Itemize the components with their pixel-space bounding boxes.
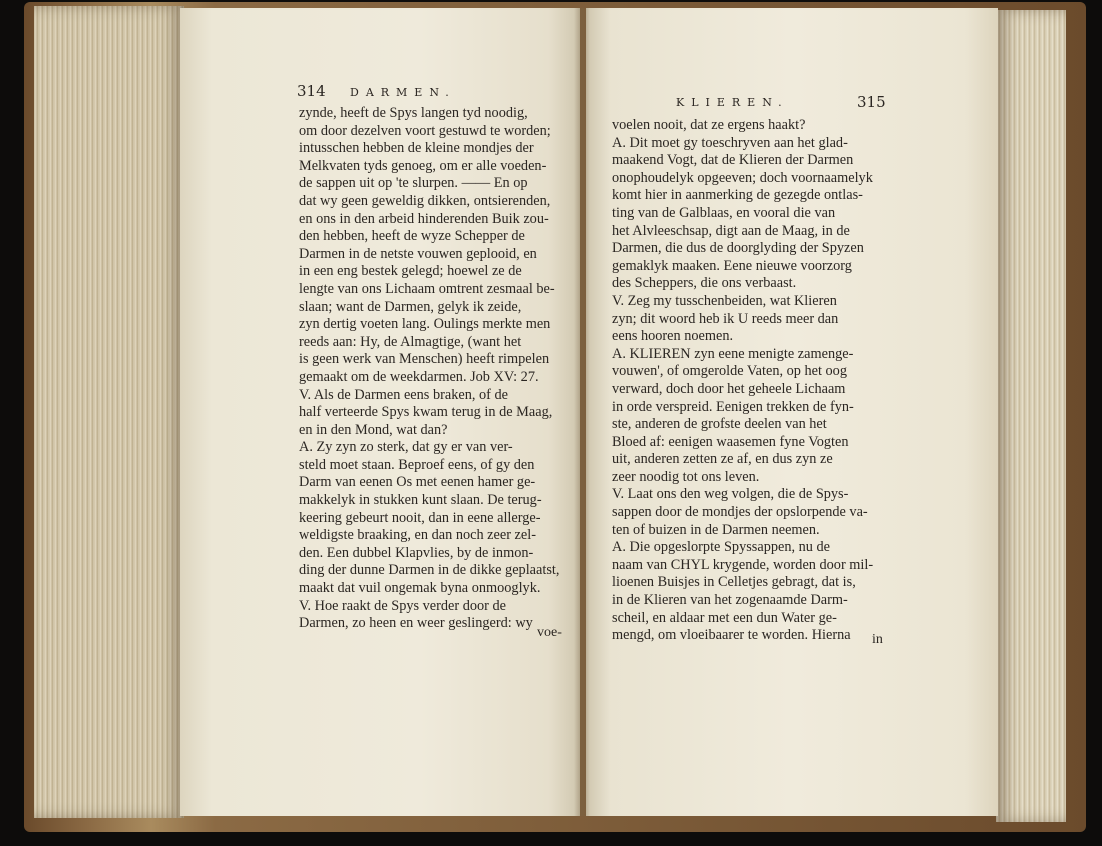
text-line: ste, anderen de grofste deelen van het [612,416,827,433]
text-line: zyn dertig voeten lang. Oulings merkte men [299,316,551,333]
right-page-edges [996,10,1066,822]
text-line: V. Als de Darmen eens braken, of de [299,386,508,403]
book-gutter [574,8,590,816]
left-catchword: voe- [537,625,562,640]
right-catchword: in [872,632,883,647]
text-line: ding der dunne Darmen in de dikke geplaatst, [299,562,560,579]
text-line: zynde, heeft de Spys langen tyd noodig, [299,105,528,121]
text-line: den. Een dubbel Klapvlies, by de inmon- [299,544,534,561]
text-line: onophoudelyk opgeeven; doch voornaamelyk [612,169,873,186]
text-line: Bloed af: eenigen waasemen fyne Vogten [612,433,849,450]
text-line: lengte van ons Lichaam omtrent zesmaal be- [299,280,555,297]
text-line: reeds aan: Hy, de Almagtige, (want het [299,333,522,350]
left-running-head: DARMEN. [350,86,456,99]
text-line: gemaklyk maaken. Eene nieuwe voorzorg [612,257,852,274]
left-page-text [299,105,559,633]
text-line: maakt dat vuil ongemak byna onmooglyk. [299,580,541,597]
left-page-number: 314 [297,82,326,100]
text-line: des Scheppers, die ons verbaast. [612,275,797,292]
text-line: sappen door de mondjes der opslorpende va- [612,504,868,521]
text-line: lioenen Buisjes in Celletjes gebragt, dat is, [612,574,856,591]
text-line: in de Klieren van het zogenaamde Darm- [612,592,848,609]
text-line: keering gebeurt nooit, dan in eene allerge- [299,509,541,526]
text-line: half verteerde Spys kwam terug in de Maag, [299,404,553,421]
text-line: de sappen uit op 'te slurpen. —— En op [299,175,528,192]
text-line: zeer noodig tot ons leven. [612,468,760,485]
text-line: weldigste braaking, en dan noch zeer zel- [299,527,536,544]
text-line: is geen werk van Menschen) heeft rimpelen [299,351,550,368]
text-line: intusschen hebben de kleine mondjes der [299,140,534,157]
right-running-head: KLIEREN. [676,96,789,109]
text-line: scheil, en aldaar met een dun Water ge- [612,609,837,626]
text-line: den hebben, heeft de wyze Schepper de [299,228,525,245]
text-line: uit, anderen zetten ze af, en dus zyn ze [612,451,833,468]
text-line: voelen nooit, dat ze ergens haakt? [612,117,806,133]
text-line: ting van de Galblaas, en vooral die van [612,204,836,221]
text-line: komt hier in aanmerking de gezegde ontlas- [612,187,863,204]
text-line: mengd, om vloeibaarer te worden. Hierna [612,627,851,644]
text-line: V. Laat ons den weg volgen, die de Spys- [612,486,849,503]
text-line: A. KLIEREN zyn eene menigte zamenge- [612,345,854,362]
text-line: V. Zeg my tusschenbeiden, wat Klieren [612,292,837,309]
right-page-text [612,117,873,645]
text-line: Melkvaten tyds genoeg, om er alle voeden- [299,157,547,174]
text-line: naam van CHYL krygende, worden door mil- [612,556,874,573]
text-line: Darmen in de netste vouwen geplooid, en [299,245,537,262]
text-line: en ons in den arbeid hinderenden Buik zou- [299,210,549,227]
text-line: Darmen, zo heen en weer geslingerd: wy [299,615,533,632]
text-line: A. Die opgeslorpte Spyssappen, nu de [612,539,830,556]
text-line: slaan; want de Darmen, gelyk ik zeide, [299,298,522,315]
text-line: maakend Vogt, dat de Klieren der Darmen [612,152,854,169]
text-line: in orde verspreid. Eenigen trekken de fyn- [612,398,854,415]
text-line: om door dezelven voort gestuwd te worden; [299,122,551,139]
text-line: zyn; dit woord heb ik U reeds meer dan [612,310,839,327]
text-line: A. Zy zyn zo sterk, dat gy er van ver- [299,439,513,456]
text-line: V. Hoe raakt de Spys verder door de [299,597,506,614]
text-line: gemaakt om de weekdarmen. Job XV: 27. [299,368,539,385]
text-line: eens hooren noemen. [612,328,734,345]
right-page-number: 315 [857,93,886,111]
text-line: Darm van eenen Os met eenen hamer ge- [299,474,536,491]
text-line: vouwen', of omgerolde Vaten, op het oog [612,363,847,380]
text-line: Darmen, die dus de doorglyding der Spyzen [612,240,864,257]
text-line: A. Dit moet gy toeschryven aan het glad- [612,134,848,151]
text-line: ten of buizen in de Darmen neemen. [612,521,820,538]
text-line: dat wy geen geweldig dikken, ontsierenden, [299,192,551,209]
text-line: makkelyk in stukken kunt slaan. De terug- [299,492,542,509]
text-line: verward, doch door het geheele Lichaam [612,380,846,397]
text-line: in een eng bestek gelegd; hoewel ze de [299,263,522,280]
left-page-edges [34,6,184,818]
text-line: en in den Mond, wat dan? [299,421,448,438]
text-line: het Alvleeschsap, digt aan de Maag, in de [612,222,850,239]
text-line: steld moet staan. Beproef eens, of gy den [299,456,535,473]
